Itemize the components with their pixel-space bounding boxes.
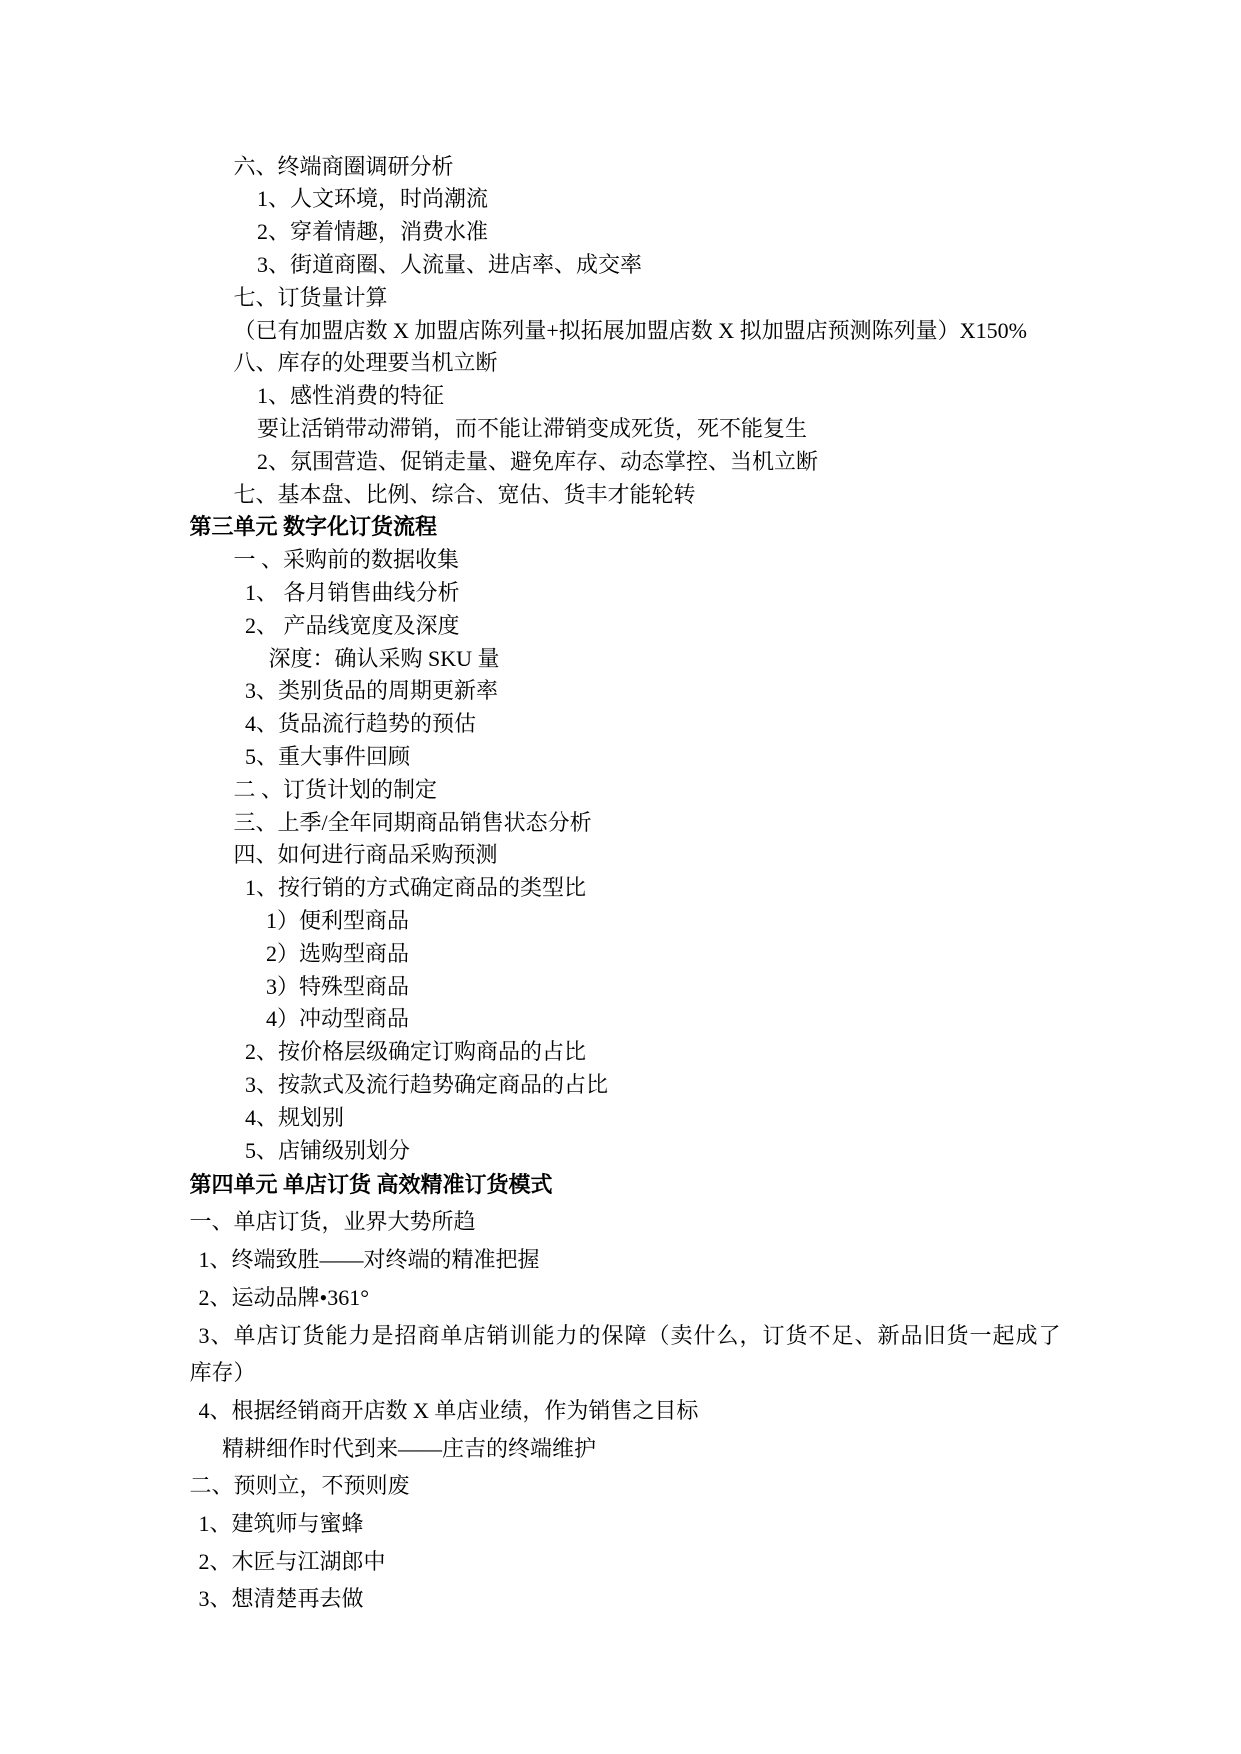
- list-item: 4、规划别: [245, 1104, 345, 1130]
- formula-text: （已有加盟店数 X 加盟店陈列量+拟拓展加盟店数 X 拟加盟店预测陈列量）X150%: [233, 317, 1027, 343]
- note-text: 要让活销带动滞销，而不能让滞销变成死货，死不能复生: [257, 415, 808, 441]
- section-heading: 一、单店订货，业界大势所趋: [189, 1209, 476, 1235]
- unit3-section: [0, 511, 1241, 1167]
- list-item: 2、穿着情趣，消费水准: [257, 219, 489, 245]
- list-item: 1、人文环境，时尚潮流: [257, 186, 489, 212]
- list-item-continuation: 库存）: [189, 1360, 256, 1386]
- list-item: 2、 产品线宽度及深度: [245, 612, 460, 638]
- list-item: 4、货品流行趋势的预估: [245, 711, 477, 737]
- list-item: 3、单店订货能力是招商单店销训能力的保障（卖什么，订货不足、新品旧货一起成了: [198, 1322, 1062, 1348]
- list-item: 1、建筑师与蜜蜂: [198, 1510, 364, 1536]
- list-item: 5、重大事件回顾: [245, 743, 411, 769]
- list-item: 1、感性消费的特征: [257, 383, 445, 409]
- list-item: 1、 各月销售曲线分析: [245, 579, 460, 605]
- list-item: 2、按价格层级确定订购商品的占比: [245, 1039, 587, 1065]
- list-item: 3、按款式及流行趋势确定商品的占比: [245, 1071, 609, 1097]
- section-heading: 四、如何进行商品采购预测: [233, 842, 498, 868]
- section-heading: 二 、订货计划的制定: [233, 776, 438, 802]
- unit4-section: [0, 1203, 1241, 1618]
- note-text: 深度：确认采购 SKU 量: [268, 645, 500, 671]
- section-heading: 二、预则立，不预则废: [189, 1473, 410, 1499]
- list-item: 3、街道商圈、人流量、进店率、成交率: [257, 251, 643, 277]
- unit4-header: [0, 1167, 1241, 1203]
- sub-item: 3）特殊型商品: [266, 973, 410, 999]
- unit-title: 第三单元 数字化订货流程: [189, 514, 438, 540]
- continued-section: [0, 151, 1241, 512]
- section-heading: 六、终端商圈调研分析: [233, 153, 454, 179]
- section-heading: 七、基本盘、比例、综合、宽估、货丰才能轮转: [233, 481, 696, 507]
- sub-item: 4）冲动型商品: [266, 1006, 410, 1032]
- section-heading: 一 、采购前的数据收集: [233, 547, 460, 573]
- list-item: 4、根据经销商开店数 X 单店业绩，作为销售之目标: [198, 1397, 699, 1423]
- sub-item: 1）便利型商品: [266, 907, 410, 933]
- list-item: 3、类别货品的周期更新率: [245, 678, 499, 704]
- note-text: 精耕细作时代到来——庄吉的终端维护: [222, 1435, 597, 1461]
- sub-item: 2）选购型商品: [266, 940, 410, 966]
- list-item: 2、木匠与江湖郎中: [198, 1548, 386, 1574]
- list-item: 2、氛围营造、促销走量、避免库存、动态掌控、当机立断: [257, 448, 819, 474]
- unit-title: 第四单元 单店订货 高效精准订货模式: [189, 1172, 553, 1198]
- list-item: 1、终端致胜——对终端的精准把握: [198, 1247, 540, 1273]
- list-item: 1、按行销的方式确定商品的类型比: [245, 875, 587, 901]
- list-item: 3、想清楚再去做: [198, 1586, 364, 1612]
- section-heading: 三、上季/全年同期商品销售状态分析: [233, 809, 592, 835]
- list-item: 5、店铺级别划分: [245, 1137, 411, 1163]
- list-item: 2、运动品牌•361°: [198, 1284, 370, 1310]
- section-heading: 七、订货量计算: [233, 284, 388, 310]
- section-heading: 八、库存的处理要当机立断: [233, 350, 498, 376]
